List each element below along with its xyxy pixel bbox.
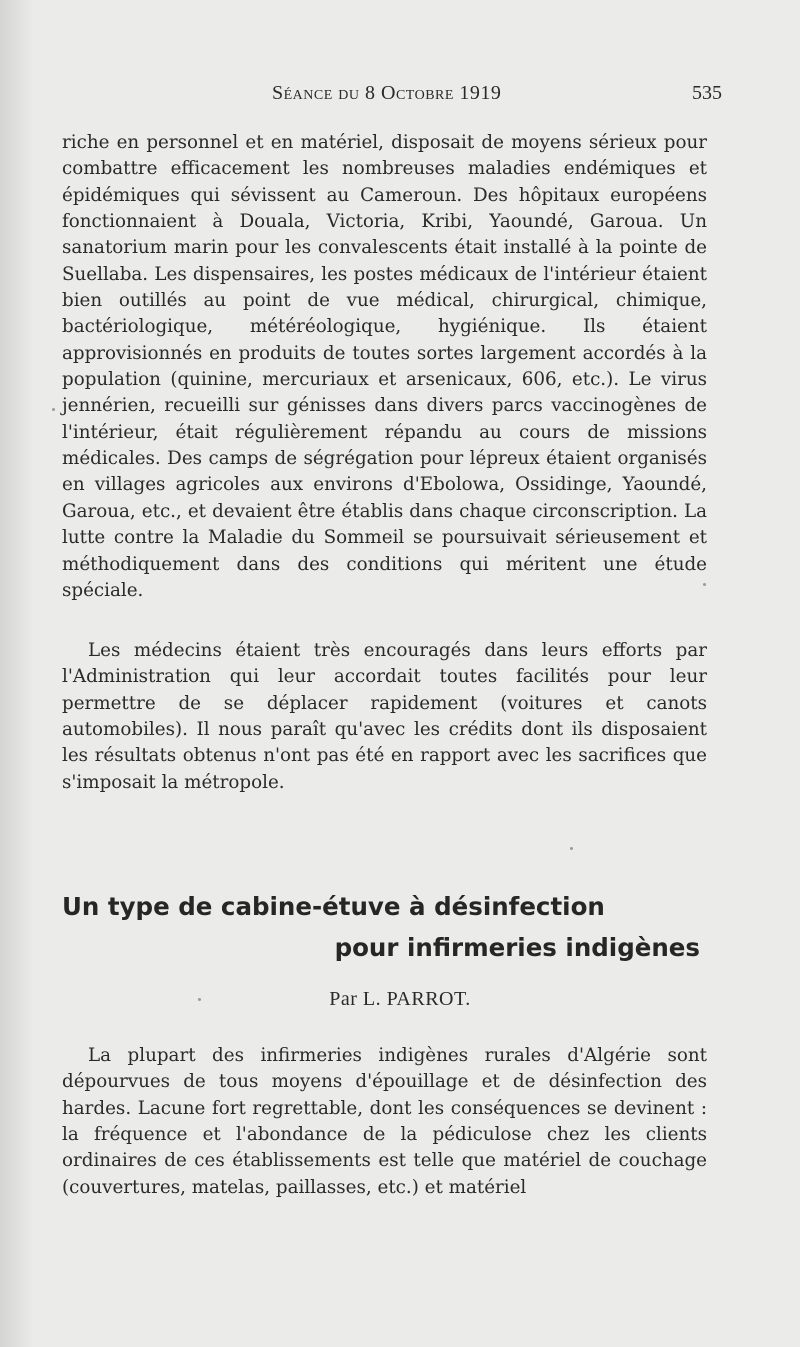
paper-speck <box>703 583 706 586</box>
running-head: Séance du 8 Octobre 1919 <box>272 82 502 104</box>
body-paragraph-1: riche en personnel et en matériel, disposait de moyens sérieux pour combattre efficacement les nombreuses maladies endémiques et épidémiques qui sévissent au Cameroun. Des hôpitaux européens fonctionnaient à Douala, Victoria, Kribi, Yaoundé, Garoua. Un sanatorium marin pour les convalescents était installé à la pointe de Suellaba. Les dispensaires, les postes médicaux de l'intérieur étaient bien outillés au point de vue médical, chirurgical, chimique, bactériologique, météréologique, hygiénique. Ils étaient approvisionnés en produits de toutes sortes largement accordés à la population (quinine, mercuriaux et arsenicaux, 606, etc.). Le virus jennérien, recueilli sur génisses dans divers parcs vaccinogènes de l'intérieur, était régulièrement répandu au cours de missions médicales. Des camps de ségrégation pour lépreux étaient organisés en villages agricoles aux environs d'Ebolowa, Ossidinge, Yaoundé, Garoua, etc., et devaient être établis dans chaque circonscription. La lutte contre la Maladie du Sommeil se poursuivait sérieusement et méthodiquement dans des conditions qui méritent une étude spéciale. <box>62 132 707 601</box>
article-title-line-1: Un type de cabine-étuve à désinfection <box>62 892 605 921</box>
paper-speck <box>52 408 55 411</box>
page-header <box>62 82 722 112</box>
paper-speck <box>570 847 573 850</box>
article-byline: Par L. PARROT. <box>329 988 471 1010</box>
article-title-line-2: pour infirmeries indigènes <box>334 933 700 962</box>
page-gutter-shadow <box>0 0 34 1347</box>
paper-speck <box>198 998 201 1001</box>
page-number: 535 <box>692 82 722 104</box>
article-paragraph-1: La plupart des infirmeries indigènes rurales d'Algérie sont dépourvues de tous moyens d'épouillage et de désinfection des hardes. Lacune fort regrettable, dont les conséquences se devinent : la fréquence et l'abondance de la pédiculose chez les clients ordinaires de ces établissements est telle que matériel de couchage (couvertures, matelas, paillasses, etc.) et matériel <box>62 1045 707 1198</box>
body-paragraph-2: Les médecins étaient très encouragés dans leurs efforts par l'Administration qui leur accordait toutes facilités pour leur permettre de se déplacer rapidement (voitures et canots automobiles). Il nous paraît qu'avec les crédits dont ils disposaient les résultats obtenus n'ont pas été en rapport avec les sacrifices que s'imposait la métropole. <box>62 640 707 793</box>
